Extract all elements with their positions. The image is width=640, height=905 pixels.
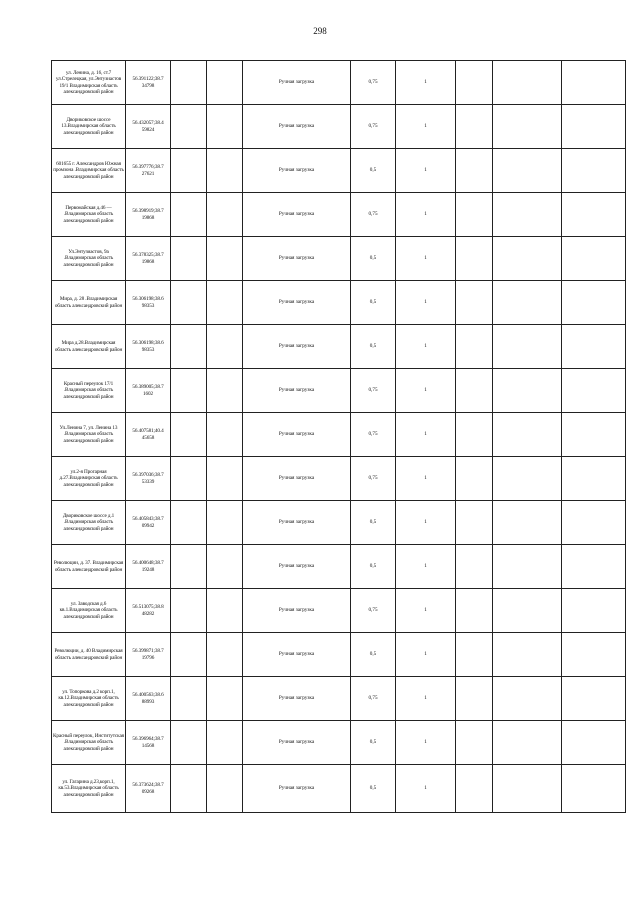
- container-count-cell: 1: [396, 721, 456, 765]
- table-row: [52, 413, 626, 457]
- container-count-cell: 1: [396, 413, 456, 457]
- table-row: [52, 281, 626, 325]
- container-volume-cell: 0,75: [351, 61, 396, 105]
- empty-cell: [456, 413, 493, 457]
- container-count-cell: 1: [396, 369, 456, 413]
- empty-cell: [456, 633, 493, 677]
- container-volume-cell: 0,5: [351, 501, 396, 545]
- empty-cell: [562, 149, 626, 193]
- empty-cell: [207, 149, 243, 193]
- empty-cell: [171, 193, 207, 237]
- table-row: [52, 545, 626, 589]
- empty-cell: [562, 457, 626, 501]
- empty-cell: [207, 237, 243, 281]
- empty-cell: [562, 193, 626, 237]
- empty-cell: [493, 369, 562, 413]
- container-volume-cell: 0,75: [351, 457, 396, 501]
- coordinates-cell: 56.397036;38.7 53339: [126, 457, 171, 501]
- table-row: [52, 765, 626, 813]
- table-row: [52, 237, 626, 281]
- container-sites-table: [51, 60, 626, 813]
- coordinates-cell: 56.405843;38.7 09942: [126, 501, 171, 545]
- loading-method-cell: Ручная загрузка: [243, 545, 351, 589]
- empty-cell: [562, 237, 626, 281]
- empty-cell: [171, 149, 207, 193]
- loading-method-cell: Ручная загрузка: [243, 237, 351, 281]
- loading-method-cell: Ручная загрузка: [243, 589, 351, 633]
- container-count-cell: 1: [396, 545, 456, 589]
- coordinates-cell: 56.397776;38.7 27621: [126, 149, 171, 193]
- empty-cell: [456, 765, 493, 813]
- empty-cell: [207, 677, 243, 721]
- empty-cell: [493, 237, 562, 281]
- table-row: [52, 369, 626, 413]
- address-cell: ул. Заводская д.6 кв.1.Владимирская область александровский район: [52, 589, 126, 633]
- empty-cell: [493, 193, 562, 237]
- container-volume-cell: 0,5: [351, 281, 396, 325]
- empty-cell: [456, 589, 493, 633]
- page-number: 298: [313, 26, 327, 36]
- empty-cell: [171, 369, 207, 413]
- loading-method-cell: Ручная загрузка: [243, 149, 351, 193]
- empty-cell: [456, 281, 493, 325]
- address-cell: Двориковское шоссе д.1 .Владимирская область александровский район: [52, 501, 126, 545]
- table-row: [52, 149, 626, 193]
- empty-cell: [207, 589, 243, 633]
- empty-cell: [207, 721, 243, 765]
- empty-cell: [562, 281, 626, 325]
- table-row: [52, 677, 626, 721]
- coordinates-cell: 56.378325;38.7 19868: [126, 237, 171, 281]
- empty-cell: [562, 721, 626, 765]
- empty-cell: [493, 633, 562, 677]
- empty-cell: [171, 281, 207, 325]
- empty-cell: [207, 369, 243, 413]
- empty-cell: [171, 501, 207, 545]
- address-cell: Революции, д. 37. Владимирская область александровский район: [52, 545, 126, 589]
- table-row: [52, 721, 626, 765]
- address-cell: Красный переулок 17/1 .Владимирская область александровский район: [52, 369, 126, 413]
- loading-method-cell: Ручная загрузка: [243, 721, 351, 765]
- loading-method-cell: Ручная загрузка: [243, 281, 351, 325]
- empty-cell: [562, 765, 626, 813]
- empty-cell: [171, 325, 207, 369]
- empty-cell: [562, 677, 626, 721]
- empty-cell: [493, 413, 562, 457]
- empty-cell: [207, 633, 243, 677]
- empty-cell: [562, 633, 626, 677]
- container-count-cell: 1: [396, 501, 456, 545]
- coordinates-cell: 56.306198;38.6 98353: [126, 325, 171, 369]
- container-count-cell: 1: [396, 677, 456, 721]
- container-volume-cell: 0,5: [351, 237, 396, 281]
- table-row: [52, 61, 626, 105]
- container-volume-cell: 0,5: [351, 765, 396, 813]
- empty-cell: [493, 105, 562, 149]
- address-cell: ул.2-я Прогарная д.27.Владимирская область александровский район: [52, 457, 126, 501]
- container-volume-cell: 0,5: [351, 149, 396, 193]
- empty-cell: [207, 61, 243, 105]
- empty-cell: [562, 61, 626, 105]
- container-count-cell: 1: [396, 105, 456, 149]
- empty-cell: [456, 501, 493, 545]
- empty-cell: [562, 105, 626, 149]
- empty-cell: [207, 501, 243, 545]
- container-count-cell: 1: [396, 281, 456, 325]
- empty-cell: [171, 237, 207, 281]
- empty-cell: [562, 589, 626, 633]
- coordinates-cell: 56.400563;38.6 88993: [126, 677, 171, 721]
- empty-cell: [493, 545, 562, 589]
- coordinates-cell: 56.407581;40.4 45658: [126, 413, 171, 457]
- coordinates-cell: 56.399871;38.7 19796: [126, 633, 171, 677]
- loading-method-cell: Ручная загрузка: [243, 325, 351, 369]
- address-cell: Первомайская д.46 — .Владимирская область александровский район: [52, 193, 126, 237]
- loading-method-cell: Ручная загрузка: [243, 105, 351, 149]
- empty-cell: [456, 457, 493, 501]
- container-volume-cell: 0,75: [351, 369, 396, 413]
- empty-cell: [456, 237, 493, 281]
- empty-cell: [171, 677, 207, 721]
- empty-cell: [493, 721, 562, 765]
- empty-cell: [562, 369, 626, 413]
- coordinates-cell: 56.306198;38.6 98353: [126, 281, 171, 325]
- empty-cell: [207, 325, 243, 369]
- address-cell: Мира д.28.Владимирская область александровский район: [52, 325, 126, 369]
- container-volume-cell: 0,75: [351, 105, 396, 149]
- coordinates-cell: 56.400648;38.7 19248: [126, 545, 171, 589]
- container-volume-cell: 0,5: [351, 633, 396, 677]
- container-count-cell: 1: [396, 325, 456, 369]
- empty-cell: [562, 545, 626, 589]
- container-count-cell: 1: [396, 149, 456, 193]
- empty-cell: [562, 501, 626, 545]
- container-volume-cell: 0,75: [351, 589, 396, 633]
- container-volume-cell: 0,75: [351, 677, 396, 721]
- empty-cell: [456, 677, 493, 721]
- empty-cell: [456, 193, 493, 237]
- address-cell: Мира, д. 28 .Владимирская область александровский район: [52, 281, 126, 325]
- empty-cell: [171, 413, 207, 457]
- empty-cell: [171, 589, 207, 633]
- address-cell: ул. Ленина, д. 16, ст.7 ул.Стрелецкая, ул.Энтузиастов 19/1 Владимирская область александровский район: [52, 61, 126, 105]
- empty-cell: [456, 721, 493, 765]
- empty-cell: [493, 501, 562, 545]
- empty-cell: [493, 457, 562, 501]
- loading-method-cell: Ручная загрузка: [243, 457, 351, 501]
- empty-cell: [207, 413, 243, 457]
- empty-cell: [456, 105, 493, 149]
- empty-cell: [456, 149, 493, 193]
- address-cell: ул. Гагарина д.23,корп.1, кв.53.Владимирская область александровский район: [52, 765, 126, 813]
- table-row: [52, 325, 626, 369]
- coordinates-cell: 56.391122;38.7 34798: [126, 61, 171, 105]
- empty-cell: [493, 589, 562, 633]
- empty-cell: [493, 677, 562, 721]
- coordinates-cell: 56.373624;38.7 09268: [126, 765, 171, 813]
- loading-method-cell: Ручная загрузка: [243, 413, 351, 457]
- loading-method-cell: Ручная загрузка: [243, 765, 351, 813]
- empty-cell: [456, 61, 493, 105]
- coordinates-cell: 56.432057;38.4 59824: [126, 105, 171, 149]
- empty-cell: [493, 325, 562, 369]
- empty-cell: [456, 369, 493, 413]
- table-row: [52, 589, 626, 633]
- empty-cell: [207, 765, 243, 813]
- address-cell: Революции, д. 40 Владимирская область александровский район: [52, 633, 126, 677]
- empty-cell: [562, 325, 626, 369]
- empty-cell: [171, 765, 207, 813]
- table-row: [52, 633, 626, 677]
- address-cell: Ул.Энтузиастов, 9а .Владимирская область александровский район: [52, 237, 126, 281]
- empty-cell: [456, 325, 493, 369]
- table-row: [52, 105, 626, 149]
- empty-cell: [171, 633, 207, 677]
- empty-cell: [207, 105, 243, 149]
- empty-cell: [493, 765, 562, 813]
- coordinates-cell: 56.389005;38.7 1602: [126, 369, 171, 413]
- address-cell: ул. Топоркова д.2 корп.1, кв.12.Владимирская область александровский район: [52, 677, 126, 721]
- address-cell: Двориковское шоссе 13.Владимирская область александровский район: [52, 105, 126, 149]
- address-cell: Ул.Ленина 7, ул. Ленина 13 .Владимирская область александровский район: [52, 413, 126, 457]
- loading-method-cell: Ручная загрузка: [243, 61, 351, 105]
- empty-cell: [493, 281, 562, 325]
- empty-cell: [207, 545, 243, 589]
- empty-cell: [207, 281, 243, 325]
- loading-method-cell: Ручная загрузка: [243, 677, 351, 721]
- table-row: [52, 193, 626, 237]
- container-count-cell: 1: [396, 457, 456, 501]
- loading-method-cell: Ручная загрузка: [243, 369, 351, 413]
- empty-cell: [493, 149, 562, 193]
- empty-cell: [171, 545, 207, 589]
- table-row: [52, 457, 626, 501]
- container-volume-cell: 0,75: [351, 413, 396, 457]
- container-count-cell: 1: [396, 765, 456, 813]
- table-row: [52, 501, 626, 545]
- container-volume-cell: 0,5: [351, 325, 396, 369]
- empty-cell: [456, 545, 493, 589]
- loading-method-cell: Ручная загрузка: [243, 633, 351, 677]
- container-count-cell: 1: [396, 633, 456, 677]
- coordinates-cell: 56.513075;38.8 48282: [126, 589, 171, 633]
- empty-cell: [171, 457, 207, 501]
- container-volume-cell: 0,75: [351, 193, 396, 237]
- empty-cell: [207, 457, 243, 501]
- container-count-cell: 1: [396, 589, 456, 633]
- loading-method-cell: Ручная загрузка: [243, 501, 351, 545]
- container-count-cell: 1: [396, 193, 456, 237]
- empty-cell: [171, 721, 207, 765]
- address-cell: Красный переулок, Институтская .Владимирская область александровский район: [52, 721, 126, 765]
- coordinates-cell: 56.396964;38.7 14568: [126, 721, 171, 765]
- empty-cell: [171, 105, 207, 149]
- empty-cell: [493, 61, 562, 105]
- container-count-cell: 1: [396, 61, 456, 105]
- address-cell: 601655 г. Александров Южная промзона .Владимирская область александровский район: [52, 149, 126, 193]
- container-volume-cell: 0,5: [351, 721, 396, 765]
- container-volume-cell: 0,5: [351, 545, 396, 589]
- loading-method-cell: Ручная загрузка: [243, 193, 351, 237]
- empty-cell: [207, 193, 243, 237]
- empty-cell: [171, 61, 207, 105]
- container-count-cell: 1: [396, 237, 456, 281]
- empty-cell: [562, 413, 626, 457]
- coordinates-cell: 56.398919;38.7 19868: [126, 193, 171, 237]
